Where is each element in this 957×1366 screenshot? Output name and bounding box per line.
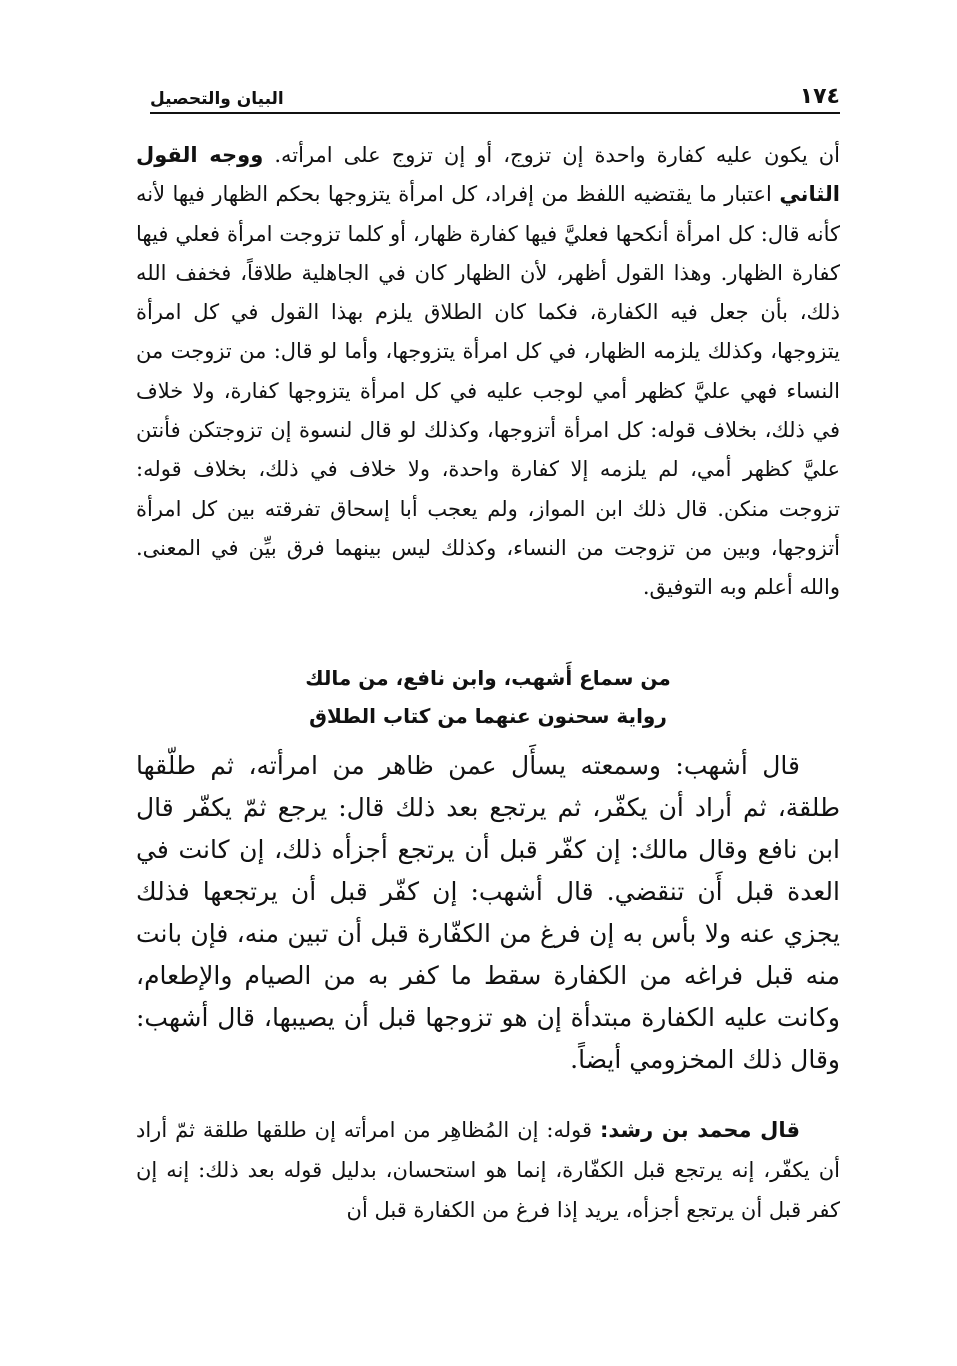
page-header <box>150 80 840 114</box>
narration-paragraph <box>136 745 840 1081</box>
bold-phrase: قال محمد بن رشد: <box>599 1118 800 1142</box>
section-subheading: رواية سحنون عنهما من كتاب الطلاق <box>309 704 667 728</box>
paragraph-text: اعتبار ما يقتضيه اللفظ من إفراد، كل امرأة يتزوجها بحكم الظهار فيها لأنه كأنه قال: كل امرأة أنكحها فعليَّ فيها كفارة ظهار، أو كلما تزوجت امرأة فعلي فيها كفارة الظهار. وهذا القول أظهر، لأن الظهار كان في الجاهلية طلاقاً، فخفف الله ذلك، بأن جعل فيه الكفارة، فكما كان الطلاق يلزم بهذا القول في كل امرأة يتزوجها، وكذلك يلزمه الظهار، في كل امرأة يتزوجها، وأما لو قال: من تزوجت من النساء فهي عليَّ كظهر أمي لوجب عليه في كل امرأة يتزوجها كفارة، ولا خلاف في ذلك، بخلاف قوله: كل امرأة أتزوجها، وكذلك لو قال لنسوة إن تزوجتكن فأنتن عليَّ كظهر أمي، لم يلزمه إلا كفارة واحدة، ولا خلاف في ذلك، بخلاف قوله: تزوجت منكن. قال ذلك ابن المواز، ولم يعجب أبا إسحاق تفرقته بين كل امرأة أتزوجها، وبين من تزوجت من النساء، وكذلك ليس بينهما فرق بيِّن في المعنى. والله أعلم وبه التوفيق. <box>136 182 840 600</box>
paragraph-text: قال أشهب: وسمعته يسأَل عمن ظاهر من امرأته، ثم طلّقها طلقة، ثم أراد أن يكفّر، ثم يرتجع بعد ذلك قال: يرجع ثمّ يكفّر قال ابن نافع وقال مالك: إن كفّر قبل أن يرتجع أجزأه ذلك، إن كانت في العدة قبل أَن تنقضي. قال أشهب: إن كفّر قبل أن يرتجعها فذلك يجزي عنه ولا بأس به إن فرغ من الكفّارة قبل أن تبين منه، فإن بانت منه قبل فراغه من الكفارة سقط ما كفر به من الصيام والإطعام، وكانت عليه الكفارة مبتدأة إن هو تزوجها قبل أن يصيبها، قال أشهب: وقال ذلك المخزومي أيضاً. <box>136 751 840 1074</box>
paragraph-text: أن يكون عليه كفارة واحدة إن تزوج، أو إن تزوج على امرأته. <box>263 143 840 167</box>
commentary-paragraph-bottom <box>136 1110 840 1230</box>
paragraph <box>136 136 840 608</box>
commentary-paragraph-top <box>136 136 840 608</box>
page-number: ١٧٤ <box>799 84 840 109</box>
section-heading: من سماع أَشهب، وابن نافع، من مالك <box>305 666 671 690</box>
bold-phrase: ووجه القول الثاني <box>136 143 840 207</box>
paragraph-text: قوله: إن المُظاهِر من امرأته إن طلقها طلقة ثمّ أراد أن يكفّر، إنه يرتجع قبل الكفّارة، إنما هو استحسان، بدليل قوله بعد ذلك: إنه إن كفر قبل أن يرتجع أجزأه، يريد إذا فرغ من الكفارة قبل أن <box>136 1118 840 1222</box>
running-title: البيان والتحصيل <box>150 89 284 109</box>
paragraph <box>136 1110 840 1230</box>
